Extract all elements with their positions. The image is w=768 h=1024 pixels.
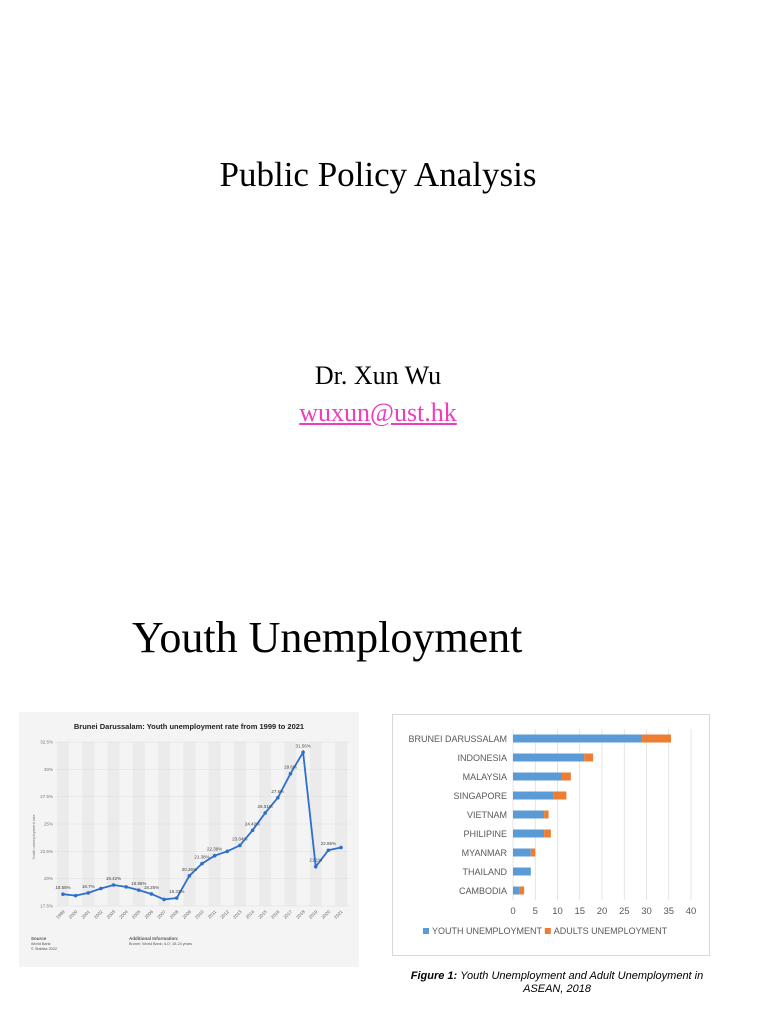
chart1-xtick-label: 2018 [295,909,306,920]
chart1-xtick-label: 2001 [80,909,91,920]
chart2-legend-swatch [423,928,429,934]
chart2-bar-segment [513,811,544,819]
chart2-category-label: PHILIPINE [463,829,507,839]
chart2-bar-segment [553,792,566,800]
chart1-point [137,888,141,892]
section-heading: Youth Unemployment [132,613,523,662]
chart2-bar-segment [544,811,548,819]
chart1-point [301,750,305,754]
chart1-data-label: 22.39% [207,846,223,852]
chart1-point [276,796,280,800]
asean-bar-chart-svg [393,715,709,955]
chart2-category-label: SINGAPORE [453,791,507,801]
chart2-category-label: INDONESIA [457,753,507,763]
chart2-legend-label: ADULTS UNEMPLOYMENT [553,926,668,936]
chart1-data-label: 19.42% [105,876,122,882]
chart1-ytick-label: 25% [43,821,53,827]
chart1-data-label: 23.04% [232,836,248,842]
chart1-xtick-label: 2009 [181,909,193,920]
chart1-xtick-label: 2007 [156,909,167,920]
chart1-point [213,854,217,858]
chart1-xtick-label: 2015 [257,909,268,920]
chart2-bar-segment [513,792,553,800]
chart1-xtick-label: 2013 [231,909,243,920]
chart2-bar-segment [562,773,571,781]
chart1-ytick-label: 17.5% [40,903,53,909]
chart1-ytick-label: 22.5% [40,848,53,854]
chart1-title: Brunei Darussalam: Youth unemployment rate from 1999 to 2021 [73,722,305,731]
chart1-ytick-label: 27.5% [40,794,53,800]
chart2-bar-segment [520,887,524,895]
chart2-xtick-label: 15 [574,906,586,917]
chart1-xtick-label: 2008 [168,909,180,920]
chart1-point [251,829,255,833]
chart1-point [86,891,90,895]
chart1-point [99,887,103,891]
chart1-xtick-label: 2002 [92,909,104,920]
chart1-xtick-label: 2005 [130,909,142,920]
chart1-point [74,894,78,898]
chart1-xtick-label: 2006 [143,909,155,920]
asean-bar-chart [392,714,710,956]
chart2-category-label: CAMBODIA [458,886,507,896]
chart1-point [339,846,343,850]
chart2-xtick-label: 5 [532,906,538,917]
author-name: Dr. Xun Wu [314,361,442,390]
chart1-point [200,862,204,866]
chart2-legend-label: YOUTH UNEMPLOYMENT [432,926,543,936]
chart2-bar-segment [513,887,520,895]
chart1-point [162,898,166,902]
chart1-xtick-label: 2021 [333,909,344,920]
chart2-bar-segment [642,735,671,743]
chart1-point [289,772,293,776]
chart1-point [150,892,154,896]
chart1-xtick-label: 2012 [219,909,230,920]
chart1-ytick-label: 20% [43,876,53,882]
chart2-category-label: BRUNEI DARUSSALAM [408,734,507,744]
chart1-data-label: 18.58% [55,885,71,891]
chart1-source-text: © Statista 2022 [31,947,58,951]
chart2-bar-segment [513,849,531,857]
chart1-xtick-label: 2017 [282,909,294,920]
chart1-xtick-label: 2020 [320,909,332,920]
chart2-bar-segment [584,754,593,762]
figure-caption-text: Youth Unemployment and Adult Unemployment in ASEAN, 2018 [460,970,704,995]
page-title: Public Policy Analysis [219,155,537,194]
chart2-category-label: VIETNAM [466,810,507,820]
chart1-data-label: 18.33% [169,889,185,895]
chart1-xtick-label: 2004 [118,909,129,920]
chart2-bar-segment [513,830,544,838]
chart2-bar-segment [513,773,562,781]
chart1-xtick-label: 2000 [67,909,79,920]
chart2-category-label: THAILAND [462,867,507,877]
chart1-xtick-label: 2010 [194,909,205,920]
chart2-bar-segment [544,830,551,838]
chart2-category-label: MALAYSIA [462,772,507,782]
chart1-point [238,844,242,848]
chart1-xtick-label: 2019 [307,909,319,920]
chart2-xtick-label: 40 [685,906,697,917]
chart1-point [188,874,192,878]
chart1-data-label: 26.01% [257,803,273,809]
chart2-xtick-label: 20 [596,906,608,917]
chart1-point [175,896,179,900]
brunei-line-chart [19,712,359,967]
chart1-point [112,883,116,887]
chart1-source-text: World Bank [31,942,51,946]
chart1-ylabel: Youth unemployment rate [31,814,36,860]
chart1-data-label: 18.25% [143,884,160,890]
chart1-data-label: 24.42% [244,821,261,827]
chart1-data-label: 21.1% [309,857,323,863]
chart1-additional-info-text: Additional Information: [129,936,179,941]
chart1-xtick-label: 1999 [55,909,66,920]
chart2-bar-segment [531,849,535,857]
chart1-xtick-label: 2011 [206,909,218,920]
chart1-ytick-label: 32.5% [40,739,53,745]
chart2-xtick-label: 0 [510,906,516,917]
chart1-additional-info-text: Brunei; World Bank; ILO; 15-24 years [129,942,193,946]
chart2-bar-segment [513,868,531,876]
chart2-xtick-label: 35 [663,906,675,917]
chart1-data-label: 18.7% [81,883,95,889]
figure-label: Figure 1: [410,970,458,982]
chart2-xtick-label: 25 [618,906,630,917]
chart2-bar-segment [513,754,584,762]
chart1-data-label: 31.56% [295,743,311,749]
chart1-series-line [63,752,341,899]
email-link[interactable]: wuxun@ust.hk [299,398,457,427]
chart2-xtick-label: 10 [552,906,563,917]
chart1-data-label: 20.26% [181,866,197,872]
chart1-xtick-label: 2016 [269,909,281,920]
chart1-point [124,885,128,889]
chart1-xtick-label: 2014 [244,909,256,920]
email-line [0,398,756,428]
chart1-xtick-label: 2003 [105,909,117,920]
chart1-point [327,848,331,852]
chart1-data-label: 27.6% [271,788,285,794]
chart2-bar-segment [513,735,642,743]
chart1-data-label: 21.38% [194,854,210,860]
chart1-data-label: 18.95% [131,881,147,887]
chart1-ytick-label: 30% [43,766,53,772]
chart1-point [61,892,65,896]
brunei-line-chart-svg [19,712,359,967]
chart2-xtick-label: 30 [641,906,652,917]
chart2-category-label: MYANMAR [461,848,507,858]
chart1-point [225,850,229,854]
chart1-data-label: 29.6% [284,764,297,770]
chart1-point [314,865,318,869]
chart1-data-label: 22.85% [320,841,336,847]
chart2-legend-swatch [545,928,551,934]
chart1-point [263,811,267,815]
chart1-source-text: Source [31,936,47,941]
figure-caption [392,970,722,996]
